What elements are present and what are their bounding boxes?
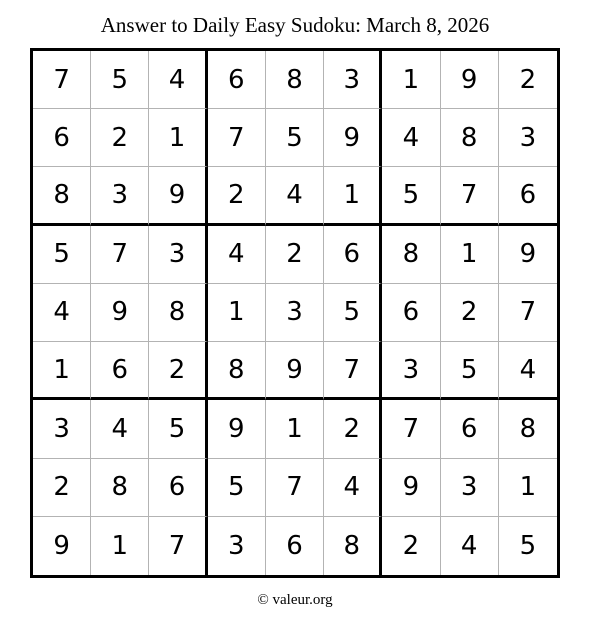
sudoku-cell: 3 [149,226,207,284]
sudoku-cell: 8 [266,51,324,109]
sudoku-cell: 8 [499,400,557,458]
sudoku-cell: 6 [208,51,266,109]
sudoku-cell: 2 [324,400,382,458]
sudoku-cell: 5 [266,109,324,167]
sudoku-cell: 6 [324,226,382,284]
sudoku-cell: 2 [382,517,440,575]
sudoku-cell: 4 [499,342,557,400]
sudoku-cell: 4 [266,167,324,225]
sudoku-cell: 7 [441,167,499,225]
sudoku-cell: 5 [208,459,266,517]
sudoku-cell: 4 [441,517,499,575]
sudoku-cell: 1 [33,342,91,400]
sudoku-cell: 3 [266,284,324,342]
sudoku-cell: 9 [441,51,499,109]
page-title: Answer to Daily Easy Sudoku: March 8, 2026 [100,13,490,37]
sudoku-cell: 3 [499,109,557,167]
sudoku-cell: 6 [266,517,324,575]
sudoku-cell: 9 [499,226,557,284]
sudoku-cell: 1 [266,400,324,458]
sudoku-cell: 3 [33,400,91,458]
sudoku-cell: 9 [33,517,91,575]
sudoku-cell: 3 [441,459,499,517]
sudoku-cell: 8 [208,342,266,400]
sudoku-cell: 8 [324,517,382,575]
sudoku-cell: 2 [499,51,557,109]
sudoku-cell: 7 [324,342,382,400]
sudoku-cell: 7 [149,517,207,575]
sudoku-cell: 8 [441,109,499,167]
sudoku-cell: 2 [208,167,266,225]
sudoku-cell: 6 [382,284,440,342]
sudoku-cell: 4 [149,51,207,109]
sudoku-cell: 6 [499,167,557,225]
sudoku-cell: 6 [33,109,91,167]
sudoku-cell: 5 [91,51,149,109]
sudoku-cell: 8 [33,167,91,225]
sudoku-cell: 7 [91,226,149,284]
sudoku-cell: 1 [441,226,499,284]
sudoku-cell: 9 [208,400,266,458]
sudoku-cell: 4 [91,400,149,458]
sudoku-cell: 4 [208,226,266,284]
sudoku-cell: 4 [382,109,440,167]
sudoku-cell: 7 [33,51,91,109]
sudoku-cell: 5 [382,167,440,225]
sudoku-cell: 9 [91,284,149,342]
sudoku-cell: 8 [149,284,207,342]
sudoku-cell: 1 [324,167,382,225]
sudoku-cell: 4 [324,459,382,517]
sudoku-cell: 3 [91,167,149,225]
sudoku-cell: 7 [499,284,557,342]
sudoku-cell: 5 [441,342,499,400]
sudoku-cell: 6 [441,400,499,458]
sudoku-cell: 5 [33,226,91,284]
sudoku-cell: 8 [91,459,149,517]
sudoku-cell: 9 [324,109,382,167]
sudoku-cell: 6 [91,342,149,400]
sudoku-cell: 7 [382,400,440,458]
sudoku-cell: 1 [382,51,440,109]
sudoku-cell: 3 [324,51,382,109]
sudoku-cell: 2 [149,342,207,400]
sudoku-cell: 2 [33,459,91,517]
sudoku-cell: 2 [441,284,499,342]
sudoku-cell: 7 [208,109,266,167]
sudoku-cell: 1 [149,109,207,167]
sudoku-cell: 8 [382,226,440,284]
sudoku-cell: 1 [208,284,266,342]
sudoku-cell: 2 [266,226,324,284]
sudoku-cell: 9 [266,342,324,400]
sudoku-cell: 9 [382,459,440,517]
sudoku-cell: 7 [266,459,324,517]
sudoku-board [30,48,560,578]
sudoku-cell: 5 [324,284,382,342]
sudoku-cell: 4 [33,284,91,342]
sudoku-cell: 2 [91,109,149,167]
copyright-footer: © valeur.org [257,592,333,608]
sudoku-cell: 5 [149,400,207,458]
sudoku-cell: 1 [499,459,557,517]
sudoku-cell: 9 [149,167,207,225]
sudoku-cell: 5 [519,530,537,561]
sudoku-cell: 1 [91,517,149,575]
sudoku-cell: 6 [149,459,207,517]
sudoku-cell: 3 [208,517,266,575]
sudoku-cell: 3 [382,342,440,400]
